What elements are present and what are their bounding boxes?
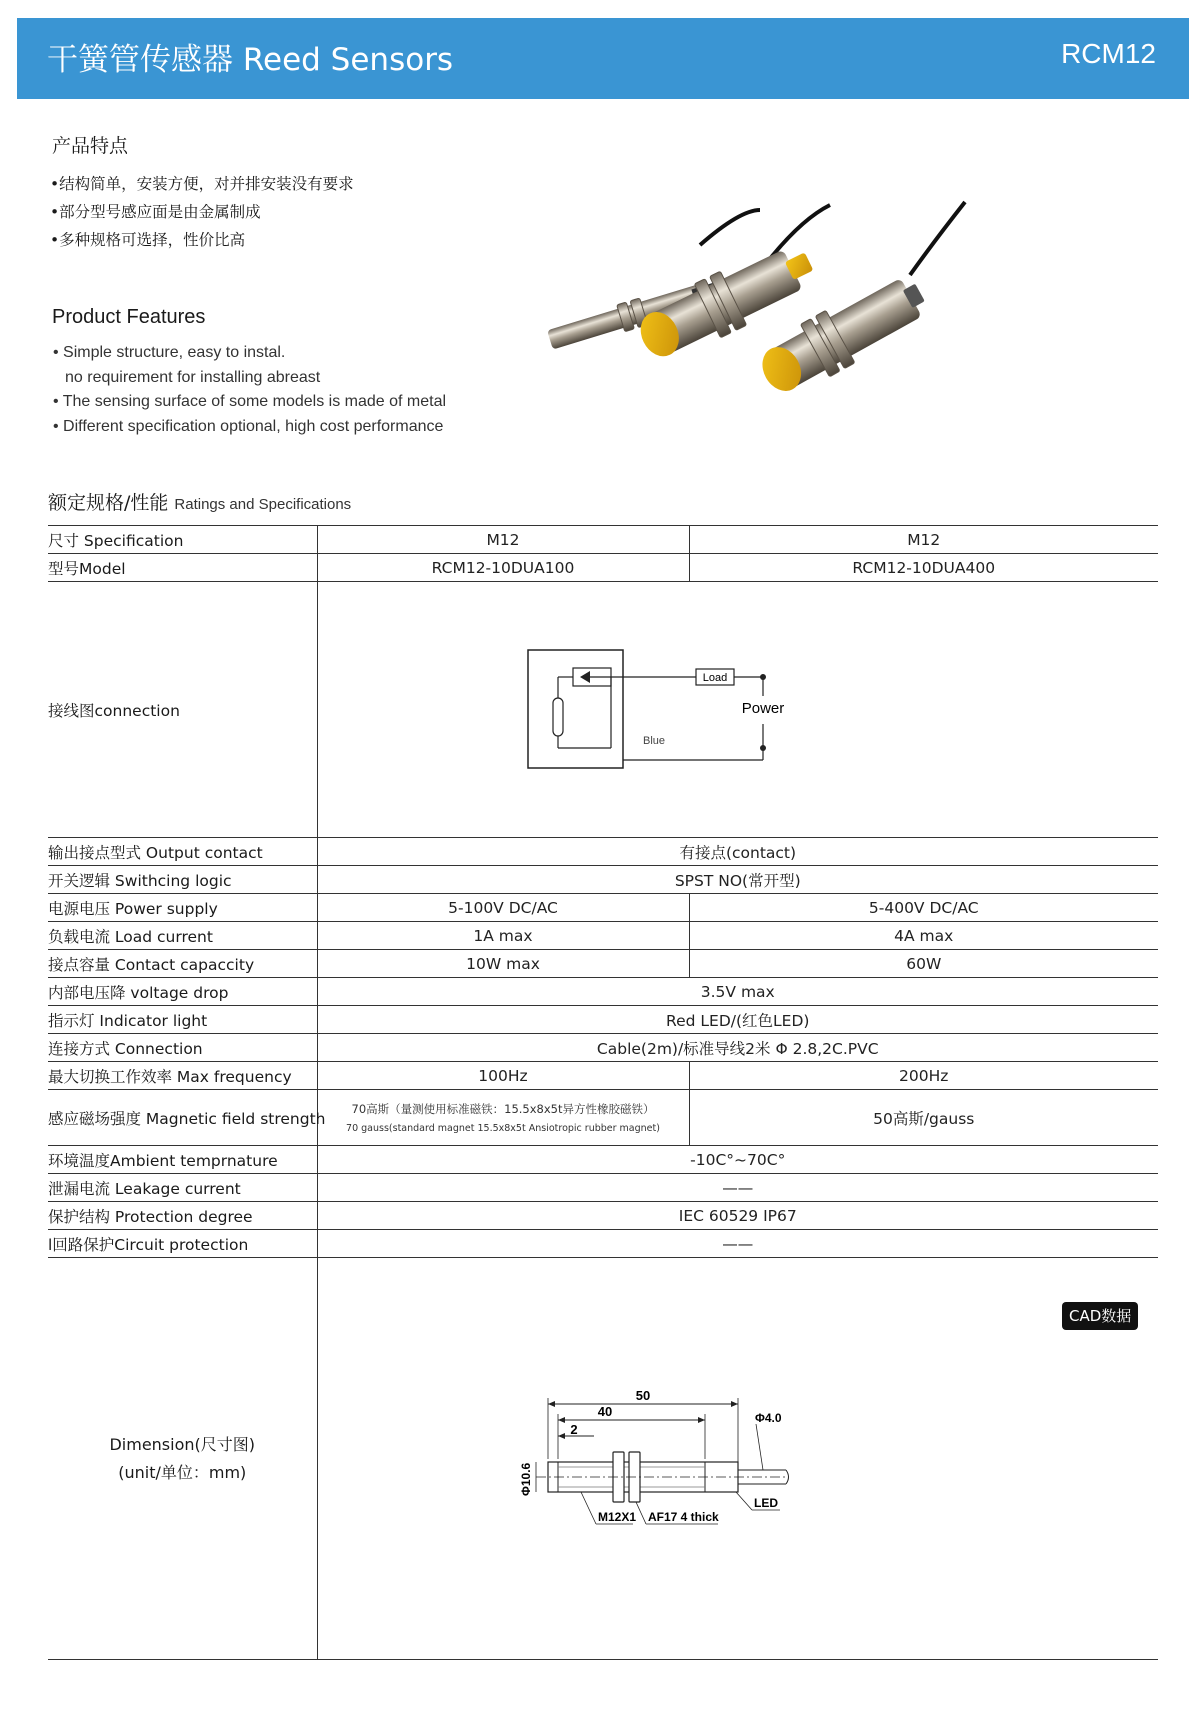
led-symbol bbox=[553, 698, 563, 736]
row-label: 接点容量 Contact capaccity bbox=[48, 950, 317, 978]
list-item: •结构简单，安装方便，对并排安装没有要求 bbox=[50, 175, 354, 193]
list-item: • The sensing surface of some models is made of metal bbox=[53, 393, 447, 410]
row-label: 开关逻辑 Swithcing logic bbox=[48, 866, 317, 894]
row-label: 环境温度Ambient temprnature bbox=[48, 1146, 317, 1174]
table-row bbox=[48, 978, 1158, 1006]
cell-value: 4A max bbox=[689, 922, 1158, 950]
dimension-label bbox=[48, 1258, 317, 1660]
blue-wire-label: Blue bbox=[642, 734, 665, 747]
dim-phi4-label: Φ4.0 bbox=[754, 1410, 782, 1425]
cell-value: 100Hz bbox=[317, 1062, 689, 1090]
row-label: 接线图connection bbox=[48, 582, 317, 838]
specs-heading-en: Ratings and Specifications bbox=[174, 496, 352, 513]
list-item: no requirement for installing abreast bbox=[65, 368, 321, 386]
table-row bbox=[48, 582, 1158, 838]
cell-value: IEC 60529 IP67 bbox=[317, 1202, 1158, 1230]
row-label: 电源电压 Power supply bbox=[48, 894, 317, 922]
spec-table bbox=[48, 525, 1158, 1660]
cell-value: M12 bbox=[317, 526, 689, 554]
cell-value: 200Hz bbox=[689, 1062, 1158, 1090]
table-row bbox=[48, 950, 1158, 978]
magnetic-note-cn: 70高斯（量测使用标准磁铁：15.5x8x5t异方性橡胶磁铁） bbox=[351, 1102, 655, 1116]
dimension-drawing-cell bbox=[317, 1258, 1158, 1660]
features-en-list bbox=[53, 341, 446, 439]
features-cn-list bbox=[50, 170, 354, 254]
row-label: 型号Model bbox=[48, 554, 317, 582]
dim-40-label: 40 bbox=[597, 1403, 612, 1419]
wiring-diagram-cell bbox=[317, 582, 1158, 838]
table-row bbox=[48, 1062, 1158, 1090]
list-item: •多种规格可选择，性价比高 bbox=[50, 231, 246, 249]
cell-value: RCM12-10DUA400 bbox=[689, 554, 1158, 582]
dim-50-label: 50 bbox=[635, 1387, 650, 1403]
list-item: •部分型号感应面是由金属制成 bbox=[50, 203, 261, 221]
cell-value: 60W bbox=[689, 950, 1158, 978]
cell-value: 5-100V DC/AC bbox=[317, 894, 689, 922]
cell-value: —— bbox=[317, 1230, 1158, 1258]
row-label: 负载电流 Load current bbox=[48, 922, 317, 950]
dim-2-label: 2 bbox=[569, 1421, 578, 1437]
specs-heading-cn: 额定规格/性能 bbox=[48, 492, 169, 514]
table-row bbox=[48, 526, 1158, 554]
cell-value: M12 bbox=[689, 526, 1158, 554]
cell-value: Cable(2m)/标准导线2米 Φ 2.8,2C.PVC bbox=[317, 1034, 1158, 1062]
row-label: 连接方式 Connection bbox=[48, 1034, 317, 1062]
row-label: 输出接点型式 Output contact bbox=[48, 838, 317, 866]
row-label: 保护结构 Protection degree bbox=[48, 1202, 317, 1230]
dimension-label-line-2: (unit/单位：mm) bbox=[118, 1462, 247, 1482]
cell-value: SPST NO(常开型) bbox=[317, 866, 1158, 894]
wiring-diagram bbox=[518, 640, 818, 780]
cell-value bbox=[317, 1090, 689, 1146]
list-item: • Different specification optional, high cost performance bbox=[53, 417, 444, 435]
cell-value: -10C°~70C° bbox=[317, 1146, 1158, 1174]
row-label: 指示灯 Indicator light bbox=[48, 1006, 317, 1034]
arrow-icon bbox=[580, 671, 590, 683]
table-row bbox=[48, 894, 1158, 922]
cell-value: —— bbox=[317, 1174, 1158, 1202]
nut-label: AF17 4 thick bbox=[647, 1509, 719, 1524]
table-row bbox=[48, 922, 1158, 950]
features-en-heading: Product Features bbox=[52, 306, 206, 328]
table-row bbox=[48, 554, 1158, 582]
table-row bbox=[48, 1006, 1158, 1034]
row-label: l回路保护Circuit protection bbox=[48, 1230, 317, 1258]
dim-phi106-label: Φ10.6 bbox=[518, 1462, 533, 1496]
load-label: Load bbox=[702, 671, 727, 684]
page-title: 干簧管传感器 Reed Sensors bbox=[47, 42, 454, 78]
cad-data-button[interactable]: CAD数据 bbox=[1062, 1302, 1138, 1330]
list-item: • Simple structure, easy to instal. bbox=[53, 344, 286, 361]
table-row bbox=[48, 1202, 1158, 1230]
thread-label: M12X1 bbox=[597, 1509, 636, 1524]
table-row bbox=[48, 1034, 1158, 1062]
dimension-label-line-1: Dimension(尺寸图) bbox=[109, 1434, 256, 1454]
magnetic-note-en: 70 gauss(standard magnet 15.5x8x5t Ansiotropic rubber magnet) bbox=[346, 1123, 660, 1134]
cell-value: 5-400V DC/AC bbox=[689, 894, 1158, 922]
cell-value: 3.5V max bbox=[317, 978, 1158, 1006]
led-label: LED bbox=[753, 1495, 778, 1510]
row-label: 尺寸 Specification bbox=[48, 526, 317, 554]
table-row bbox=[48, 1174, 1158, 1202]
right-sensor bbox=[751, 202, 965, 404]
cell-value: 有接点(contact) bbox=[317, 838, 1158, 866]
model-code: RCM12 bbox=[1061, 38, 1156, 69]
product-photo bbox=[540, 190, 1090, 420]
table-row bbox=[48, 866, 1158, 894]
power-label: Power bbox=[741, 699, 784, 717]
row-label: 内部电压降 voltage drop bbox=[48, 978, 317, 1006]
cell-value: 50高斯/gauss bbox=[689, 1090, 1158, 1146]
row-label: 最大切换工作效率 Max frequency bbox=[48, 1062, 317, 1090]
table-row bbox=[48, 1258, 1158, 1660]
table-row bbox=[48, 1090, 1158, 1146]
specs-heading bbox=[48, 488, 351, 515]
table-row bbox=[48, 1230, 1158, 1258]
cell-value: Red LED/(红色LED) bbox=[317, 1006, 1158, 1034]
cell-value: 1A max bbox=[317, 922, 689, 950]
cell-value: 10W max bbox=[317, 950, 689, 978]
header-bar bbox=[17, 18, 1189, 99]
row-label: 感应磁场强度 Magnetic field strength bbox=[48, 1090, 317, 1146]
table-row bbox=[48, 838, 1158, 866]
cell-value: RCM12-10DUA100 bbox=[317, 554, 689, 582]
row-label: 泄漏电流 Leakage current bbox=[48, 1174, 317, 1202]
table-row bbox=[48, 1146, 1158, 1174]
dimension-drawing bbox=[508, 1384, 828, 1554]
features-cn-heading: 产品特点 bbox=[52, 135, 129, 157]
